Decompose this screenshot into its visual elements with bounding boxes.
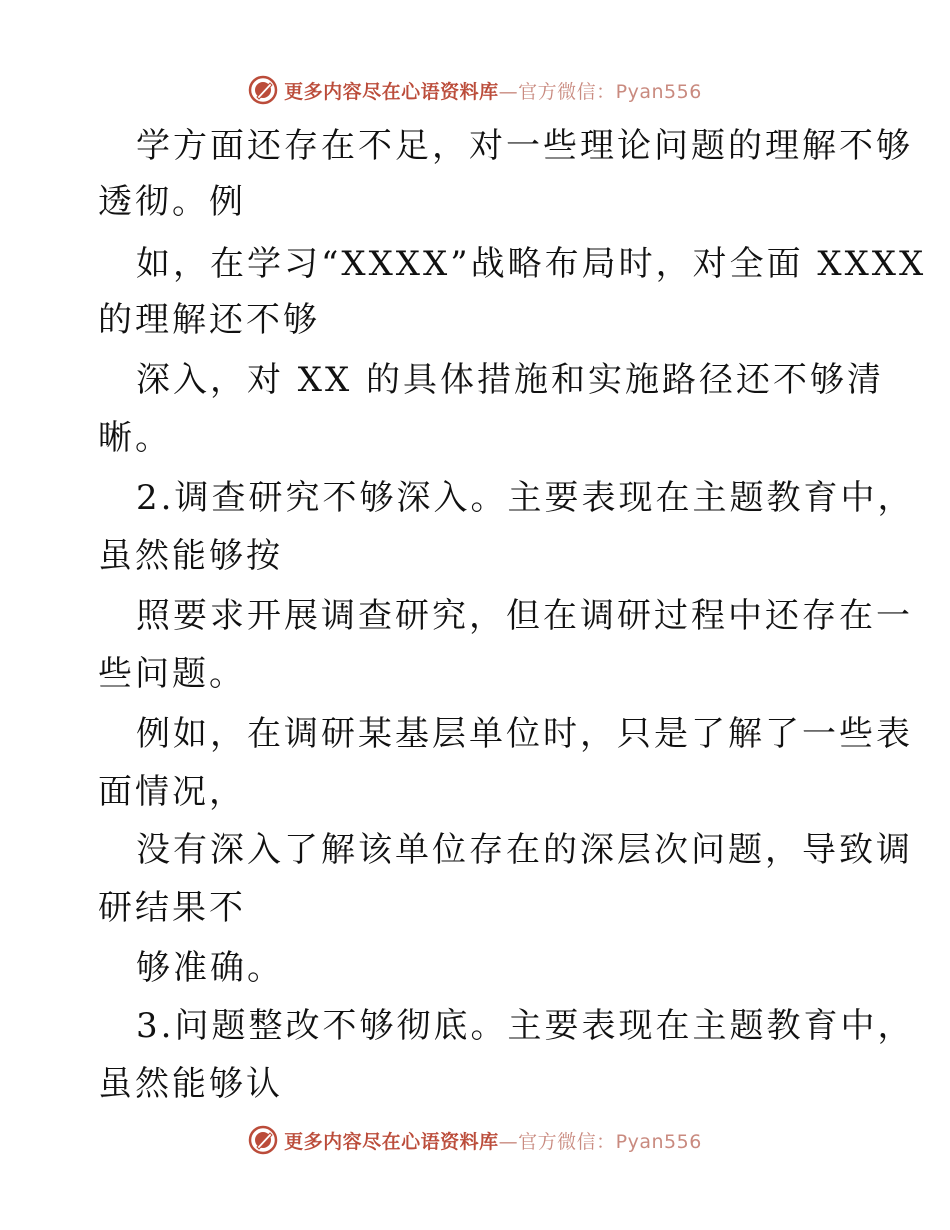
text-line: 面情况， xyxy=(98,772,246,812)
text-line: 虽然能够按 xyxy=(98,536,283,576)
pen-seal-logo-icon xyxy=(248,1125,278,1155)
text-line: 如，在学习“XXXX”战略布局时，对全面 XXXX xyxy=(136,244,927,284)
banner-text xyxy=(284,77,702,104)
text-line: 学方面还存在不足，对一些理论问题的理解不够 xyxy=(136,126,913,166)
banner-wechat: —官方微信：Pyan556 xyxy=(498,1130,702,1153)
text-line: 2.调查研究不够深入。主要表现在主题教育中， xyxy=(136,478,915,518)
text-line: 够准确。 xyxy=(136,948,284,988)
text-line: 研结果不 xyxy=(98,888,246,928)
banner-highlight: 更多内容尽在心语资料库 xyxy=(284,80,499,103)
banner-text xyxy=(284,1127,702,1154)
text-line: 没有深入了解该单位存在的深层次问题，导致调 xyxy=(136,830,913,870)
text-line: 例如，在调研某基层单位时，只是了解了一些表 xyxy=(136,714,913,754)
text-line: 些问题。 xyxy=(98,654,246,694)
text-line: 深入，对 XX 的具体措施和实施路径还不够清 xyxy=(136,360,885,400)
text-line: 3.问题整改不够彻底。主要表现在主题教育中， xyxy=(136,1006,915,1046)
banner-wechat: —官方微信：Pyan556 xyxy=(498,80,702,103)
banner-highlight: 更多内容尽在心语资料库 xyxy=(284,1130,499,1153)
text-line: 晰。 xyxy=(98,418,172,458)
footer-banner xyxy=(0,1120,950,1160)
header-banner xyxy=(0,70,950,110)
text-line: 透彻。例 xyxy=(98,182,246,222)
text-line: 的理解还不够 xyxy=(98,300,320,340)
text-line: 照要求开展调查研究，但在调研过程中还存在一 xyxy=(136,596,913,636)
pen-seal-logo-icon xyxy=(248,75,278,105)
text-line: 虽然能够认 xyxy=(98,1064,283,1104)
